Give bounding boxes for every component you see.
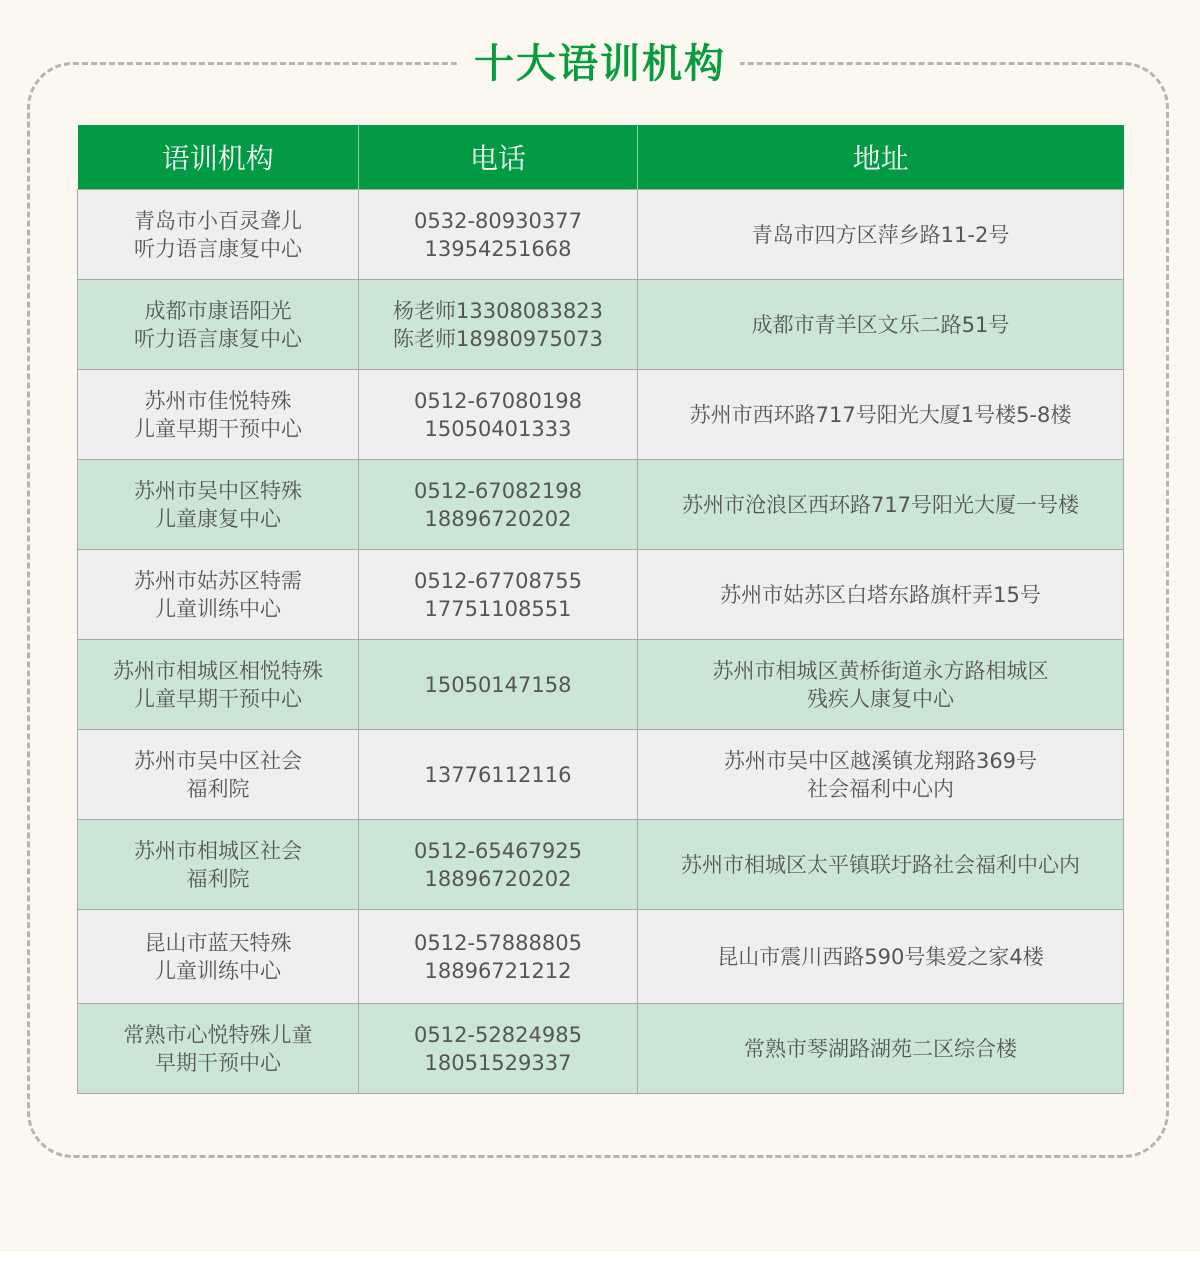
cell-phone <box>359 190 638 280</box>
cell-institution-line: 昆山市蓝天特殊 <box>144 930 292 955</box>
cell-institution-line: 苏州市吴中区社会 <box>134 748 302 773</box>
cell-phone-line: 18896720202 <box>424 866 572 891</box>
cell-phone-line: 15050147158 <box>424 672 572 697</box>
cell-institution <box>78 1004 359 1094</box>
cell-address <box>638 730 1124 820</box>
cell-institution-line: 苏州市姑苏区特需 <box>134 568 302 593</box>
cell-address-line: 昆山市震川西路590号集爱之家4楼 <box>717 944 1044 969</box>
cell-institution-line: 福利院 <box>186 866 250 891</box>
cell-institution-line: 苏州市佳悦特殊 <box>144 388 292 413</box>
table-row <box>78 640 1124 730</box>
cell-institution <box>78 280 359 370</box>
cell-institution-line: 儿童早期干预中心 <box>134 686 302 711</box>
cell-phone <box>359 550 638 640</box>
cell-institution <box>78 370 359 460</box>
cell-institution-line: 听力语言康复中心 <box>134 236 302 261</box>
table-row <box>78 190 1124 280</box>
cell-institution-line: 儿童训练中心 <box>155 596 281 621</box>
cell-address <box>638 550 1124 640</box>
title-area <box>460 30 740 90</box>
page-title: 十大语训机构 <box>474 40 726 87</box>
cell-institution <box>78 820 359 910</box>
cell-address <box>638 640 1124 730</box>
table-body <box>78 190 1124 1094</box>
cell-phone-line: 15050401333 <box>424 416 572 441</box>
cell-address-line: 苏州市西环路717号阳光大厦1号楼5-8楼 <box>689 402 1072 427</box>
cell-phone-line: 0512-67708755 <box>414 568 582 593</box>
cell-address <box>638 460 1124 550</box>
table-row <box>78 820 1124 910</box>
cell-address-line: 苏州市相城区黄桥街道永方路相城区 <box>712 658 1049 683</box>
cell-institution <box>78 730 359 820</box>
cell-phone-line: 18896720202 <box>424 506 572 531</box>
cell-phone <box>359 460 638 550</box>
cell-phone <box>359 640 638 730</box>
cell-institution-line: 听力语言康复中心 <box>134 326 302 351</box>
cell-institution-line: 苏州市相城区社会 <box>134 838 302 863</box>
cell-phone-line: 18051529337 <box>424 1050 572 1075</box>
table-row <box>78 910 1124 1004</box>
cell-address <box>638 910 1124 1004</box>
table-row <box>78 730 1124 820</box>
cell-address <box>638 370 1124 460</box>
column-header-institution: 语训机构 <box>78 125 359 190</box>
cell-institution <box>78 910 359 1004</box>
cell-phone <box>359 910 638 1004</box>
cell-address-line: 苏州市沧浪区西环路717号阳光大厦一号楼 <box>681 492 1080 517</box>
cell-phone-line: 0512-57888805 <box>414 930 582 955</box>
cell-phone-line: 0512-65467925 <box>414 838 582 863</box>
cell-institution-line: 苏州市吴中区特殊 <box>134 478 302 503</box>
cell-phone <box>359 1004 638 1094</box>
cell-institution-line: 福利院 <box>186 776 250 801</box>
cell-institution <box>78 460 359 550</box>
cell-institution-line: 苏州市相城区相悦特殊 <box>113 658 323 683</box>
cell-address-line: 成都市青羊区文乐二路51号 <box>751 312 1010 337</box>
cell-institution-line: 儿童训练中心 <box>155 958 281 983</box>
cell-institution-line: 早期干预中心 <box>155 1050 281 1075</box>
cell-institution-line: 常熟市心悦特殊儿童 <box>123 1022 313 1047</box>
cell-phone <box>359 820 638 910</box>
cell-address-line: 苏州市相城区太平镇联圩路社会福利中心内 <box>681 852 1080 877</box>
table-header-row <box>78 125 1124 190</box>
cell-address <box>638 1004 1124 1094</box>
column-header-phone: 电话 <box>359 125 638 190</box>
table-row <box>78 280 1124 370</box>
table-row <box>78 460 1124 550</box>
table-row <box>78 1004 1124 1094</box>
cell-phone-line: 陈老师18980975073 <box>393 326 603 351</box>
cell-institution-line: 成都市康语阳光 <box>144 298 292 323</box>
cell-phone-line: 17751108551 <box>424 596 572 621</box>
cell-institution-line: 儿童早期干预中心 <box>134 416 302 441</box>
cell-institution <box>78 550 359 640</box>
cell-address-line: 残疾人康复中心 <box>807 686 954 711</box>
cell-phone-line: 13776112116 <box>424 762 572 787</box>
cell-institution-line: 青岛市小百灵聋儿 <box>134 208 302 233</box>
cell-address-line: 常熟市琴湖路湖苑二区综合楼 <box>744 1036 1017 1061</box>
cell-phone-line: 0512-67082198 <box>414 478 582 503</box>
cell-phone <box>359 280 638 370</box>
cell-institution-line: 儿童康复中心 <box>155 506 281 531</box>
cell-phone-line: 0532-80930377 <box>414 208 582 233</box>
cell-phone-line: 18896721212 <box>424 958 572 983</box>
cell-address-line: 青岛市四方区萍乡路11-2号 <box>751 222 1010 247</box>
cell-phone-line: 0512-52824985 <box>414 1022 582 1047</box>
table-row <box>78 370 1124 460</box>
cell-phone-line: 杨老师13308083823 <box>393 298 603 323</box>
cell-institution <box>78 640 359 730</box>
column-header-address: 地址 <box>638 125 1124 190</box>
cell-institution <box>78 190 359 280</box>
institution-table <box>77 125 1124 1094</box>
cell-address-line: 社会福利中心内 <box>807 776 954 801</box>
table-row <box>78 550 1124 640</box>
cell-phone <box>359 730 638 820</box>
cell-address-line: 苏州市姑苏区白塔东路旗杆弄15号 <box>720 582 1041 607</box>
cell-address <box>638 280 1124 370</box>
cell-address <box>638 190 1124 280</box>
cell-address <box>638 820 1124 910</box>
cell-phone <box>359 370 638 460</box>
cell-phone-line: 0512-67080198 <box>414 388 582 413</box>
cell-address-line: 苏州市吴中区越溪镇龙翔路369号 <box>723 748 1038 773</box>
cell-phone-line: 13954251668 <box>424 236 572 261</box>
